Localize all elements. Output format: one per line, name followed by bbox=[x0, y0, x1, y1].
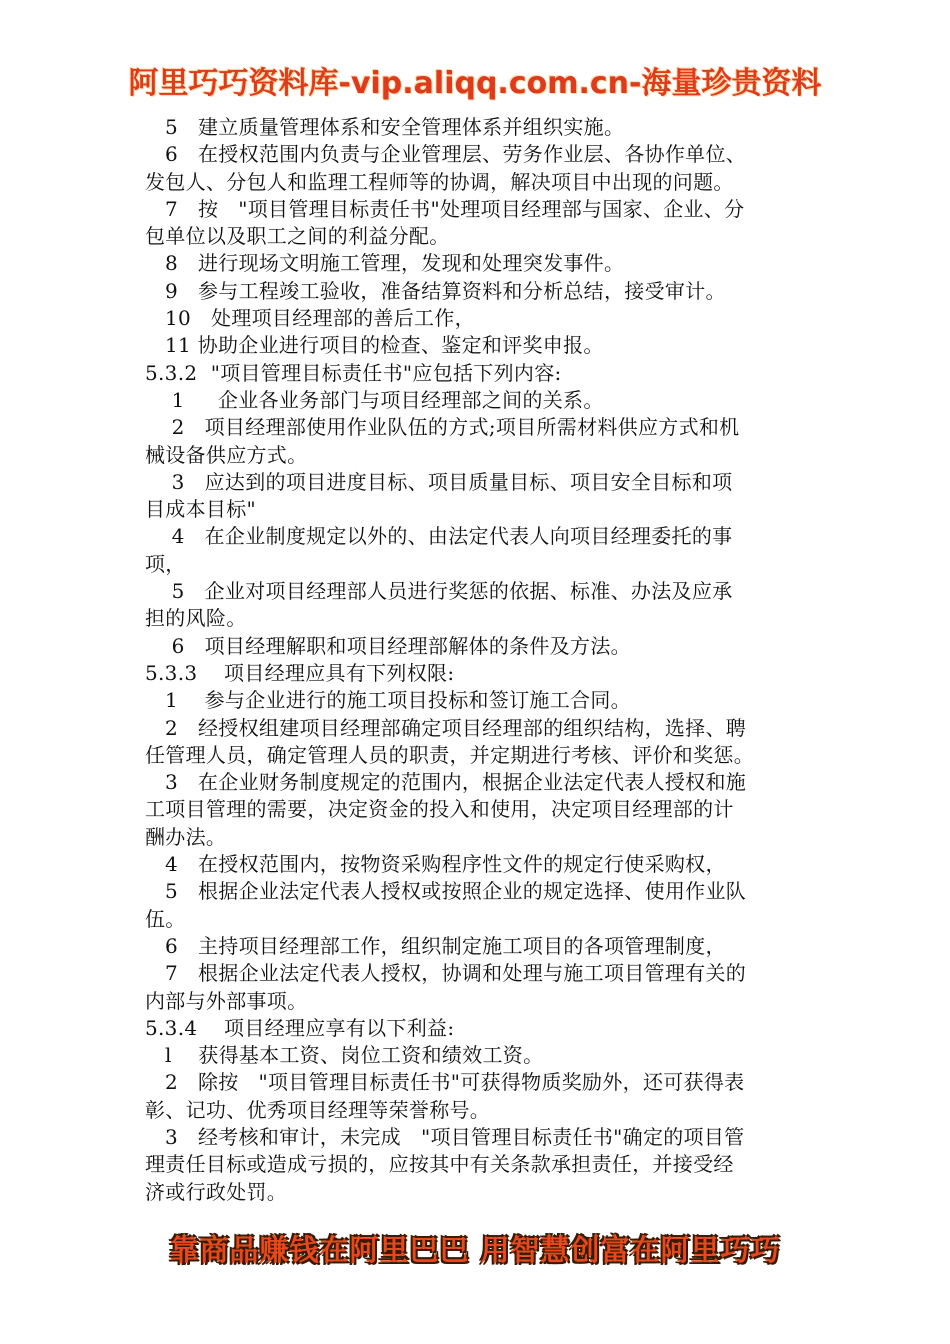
text-line: 械设备供应方式。 bbox=[145, 442, 308, 467]
text-line: 目成本目标" bbox=[145, 497, 256, 522]
text-line: 2 经授权组建项目经理部确定项目经理部的组织结构，选择、聘 bbox=[145, 715, 747, 740]
text-line: 10 处理项目经理部的善后工作， bbox=[145, 306, 475, 331]
text-line: 1 参与企业进行的施工项目投标和签订施工合同。 bbox=[145, 688, 631, 713]
text-line: 6 主持项目经理部工作，组织制定施工项目的各项管理制度， bbox=[145, 933, 726, 958]
text-line: 5.3.3 项目经理应具有下列权限: bbox=[145, 660, 455, 685]
text-line: 3 在企业财务制度规定的范围内，根据企业法定代表人授权和施 bbox=[145, 770, 747, 795]
text-line: 发包人、分包人和监理工程师等的协调，解决项目中出现的问题。 bbox=[145, 169, 734, 194]
text-line: 项， bbox=[145, 551, 186, 576]
footer-banner: 靠商品赚钱在阿里巴巴 用智慧创富在阿里巧巧 bbox=[169, 1233, 781, 1267]
text-line: 11 协助企业进行项目的检查、鉴定和评奖申报。 bbox=[145, 333, 604, 358]
text-line: 5 建立质量管理体系和安全管理体系并组织实施。 bbox=[145, 115, 625, 139]
text-line: 6 项目经理解职和项目经理部解体的条件及方法。 bbox=[145, 633, 631, 658]
text-line: 担的风险。 bbox=[145, 606, 247, 631]
text-line: 2 除按 "项目管理目标责任书"可获得物质奖励外，还可获得表 bbox=[145, 1070, 745, 1095]
text-line: 2 项目经理部使用作业队伍的方式;项目所需材料供应方式和机 bbox=[145, 415, 740, 440]
text-line: 8 进行现场文明施工管理，发现和处理突发事件。 bbox=[145, 251, 625, 276]
text-line: 济或行政处罚。 bbox=[145, 1179, 288, 1204]
text-line: 3 经考核和审计，未完成 "项目管理目标责任书"确定的项目管 bbox=[145, 1124, 745, 1149]
text-line: 5.3.4 项目经理应享有以下利益: bbox=[145, 1015, 455, 1040]
text-line: 1 企业各业务部门与项目经理部之间的关系。 bbox=[145, 387, 604, 412]
text-line: 4 在企业制度规定以外的、由法定代表人向项目经理委托的事 bbox=[145, 524, 733, 549]
text-line: 5.3.2 "项目管理目标责任书"应包括下列内容: bbox=[145, 360, 562, 385]
text-line: 5 企业对项目经理部人员进行奖惩的依据、标准、办法及应承 bbox=[145, 579, 733, 604]
text-line: 理责任目标或造成亏损的，应按其中有关条款承担责任，并接受经 bbox=[145, 1152, 734, 1177]
text-line: 酬办法。 bbox=[145, 824, 227, 849]
text-line: 5 根据企业法定代表人授权或按照企业的规定选择、使用作业队 bbox=[145, 879, 747, 904]
text-line: 内部与外部事项。 bbox=[145, 988, 308, 1013]
text-line: 9 参与工程竣工验收，准备结算资料和分析总结，接受审计。 bbox=[145, 278, 726, 303]
document-body bbox=[145, 114, 810, 1206]
text-line: 7 根据企业法定代表人授权，协调和处理与施工项目管理有关的 bbox=[145, 961, 747, 986]
header-banner: 阿里巧巧资料库-vip.aliqq.com.cn-海量珍贵资料 bbox=[128, 66, 822, 101]
text-line: 3 应达到的项目进度目标、项目质量目标、项目安全目标和项 bbox=[145, 469, 733, 494]
text-line: 6 在授权范围内负责与企业管理层、劳务作业层、各协作单位、 bbox=[145, 142, 747, 167]
text-line: 伍。 bbox=[145, 906, 186, 931]
text-line: l 获得基本工资、岗位工资和绩效工资。 bbox=[145, 1043, 544, 1068]
text-line: 工项目管理的需要，决定资金的投入和使用，决定项目经理部的计 bbox=[145, 797, 734, 822]
text-line: 4 在授权范围内，按物资采购程序性文件的规定行使采购权， bbox=[145, 852, 726, 877]
text-line: 包单位以及职工之间的利益分配。 bbox=[145, 224, 450, 249]
text-line: 彰、记功、优秀项目经理等荣誉称号。 bbox=[145, 1097, 491, 1122]
text-line: 任管理人员，确定管理人员的职责，并定期进行考核、评价和奖惩。 bbox=[145, 742, 754, 767]
text-line: 7 按 "项目管理目标责任书"处理项目经理部与国家、企业、分 bbox=[145, 196, 745, 221]
